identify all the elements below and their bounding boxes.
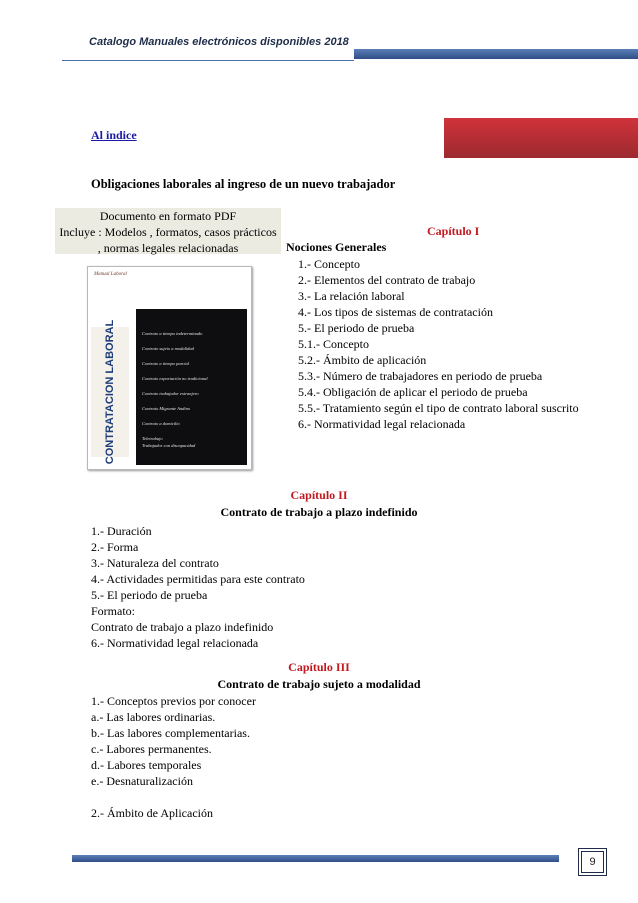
- list-item: a.- Las labores ordinarias.: [91, 710, 216, 724]
- list-item: 5.1.- Concepto: [298, 337, 369, 351]
- cover-item: Contrato Migrante Andino: [142, 406, 191, 411]
- list-item: e.- Desnaturalización: [91, 774, 193, 788]
- list-item: 1.- Duración: [91, 524, 152, 538]
- cover-item: Contrato exportación no tradicional: [142, 376, 208, 381]
- cover-item: Teletrabajo: [142, 436, 163, 441]
- list-item: 4.- Actividades permitidas para este contrato: [91, 572, 305, 586]
- cover-side-text: CONTRATACION LABORAL: [104, 319, 116, 465]
- list-item: 2.- Ámbito de Aplicación: [91, 806, 213, 820]
- cover-item: Contrato sujeto a modalidad: [142, 346, 194, 351]
- info-line: Documento en formato PDF: [99, 209, 237, 223]
- page-number-box: [578, 848, 607, 876]
- manual-cover-image: [87, 266, 252, 470]
- chapter1-heading: Capítulo I: [427, 224, 480, 238]
- cover-item: Trabajador con discapacidad: [142, 443, 196, 448]
- list-item: [91, 789, 256, 805]
- chapter2-subheading: Contrato de trabajo a plazo indefinido: [220, 505, 418, 519]
- list-item: 2.- Forma: [91, 540, 139, 554]
- list-item: b.- Las labores complementarias.: [91, 726, 250, 740]
- list-item: 5.2.- Ámbito de aplicación: [298, 353, 427, 367]
- red-accent-block: [444, 118, 638, 158]
- cover-item: Contrato a domicilio: [142, 421, 180, 426]
- info-box: [55, 208, 281, 254]
- chapter3-list: [91, 693, 256, 821]
- header-rule: [62, 60, 354, 61]
- chapter2-heading: Capítulo II: [290, 488, 348, 502]
- list-item: Formato:: [91, 604, 135, 618]
- list-item: 5.4.- Obligación de aplicar el periodo de prueba: [298, 385, 528, 399]
- list-item: c.- Labores permanentes.: [91, 742, 212, 756]
- list-item: 3.- Naturaleza del contrato: [91, 556, 219, 570]
- chapter1-subheading: Nociones Generales: [286, 240, 387, 254]
- list-item: 5.5.- Tratamiento según el tipo de contrato laboral suscrito: [298, 401, 579, 415]
- list-item: 1.- Concepto: [298, 257, 360, 271]
- index-link[interactable]: Al indice: [91, 128, 137, 142]
- chapter3-subheading: Contrato de trabajo sujeto a modalidad: [217, 677, 421, 691]
- header-bar: [354, 49, 638, 59]
- list-item: 5.3.- Número de trabajadores en periodo de prueba: [298, 369, 543, 383]
- footer-bar: [72, 855, 559, 862]
- list-item: Contrato de trabajo a plazo indefinido: [91, 620, 274, 634]
- cover-side-title: [91, 319, 129, 465]
- chapter3-heading: Capítulo III: [288, 660, 350, 674]
- cover-item: Contrato a tiempo parcial: [142, 361, 189, 366]
- cover-contents-panel: [136, 309, 247, 465]
- info-line: Incluye : Modelos , formatos, casos prácticos: [59, 225, 277, 239]
- list-item: 2.- Elementos del contrato de trabajo: [298, 273, 476, 287]
- chapter1-list: [298, 256, 579, 432]
- list-item: 6.- Normatividad legal relacionada: [91, 636, 259, 650]
- list-item: 5.- El periodo de prueba: [91, 588, 208, 602]
- cover-item: Contrato trabajador extranjero: [142, 391, 199, 396]
- header-title: Catalogo Manuales electrónicos disponibles 2018: [89, 36, 349, 48]
- list-item: d.- Labores temporales: [91, 758, 202, 772]
- list-item: 1.- Conceptos previos por conocer: [91, 694, 256, 708]
- chapter2-list: [91, 523, 305, 651]
- list-item: 5.- El periodo de prueba: [298, 321, 415, 335]
- page-number: 9: [581, 851, 604, 873]
- cover-label: Manual Laboral: [94, 272, 127, 277]
- list-item: 3.- La relación laboral: [298, 289, 405, 303]
- cover-item: Contrato a tiempo indeterminado: [142, 331, 203, 336]
- info-line: , normas legales relacionadas: [97, 241, 239, 255]
- section-title: Obligaciones laborales al ingreso de un nuevo trabajador: [91, 177, 396, 191]
- list-item: 4.- Los tipos de sistemas de contratación: [298, 305, 493, 319]
- list-item: 6.- Normatividad legal relacionada: [298, 417, 466, 431]
